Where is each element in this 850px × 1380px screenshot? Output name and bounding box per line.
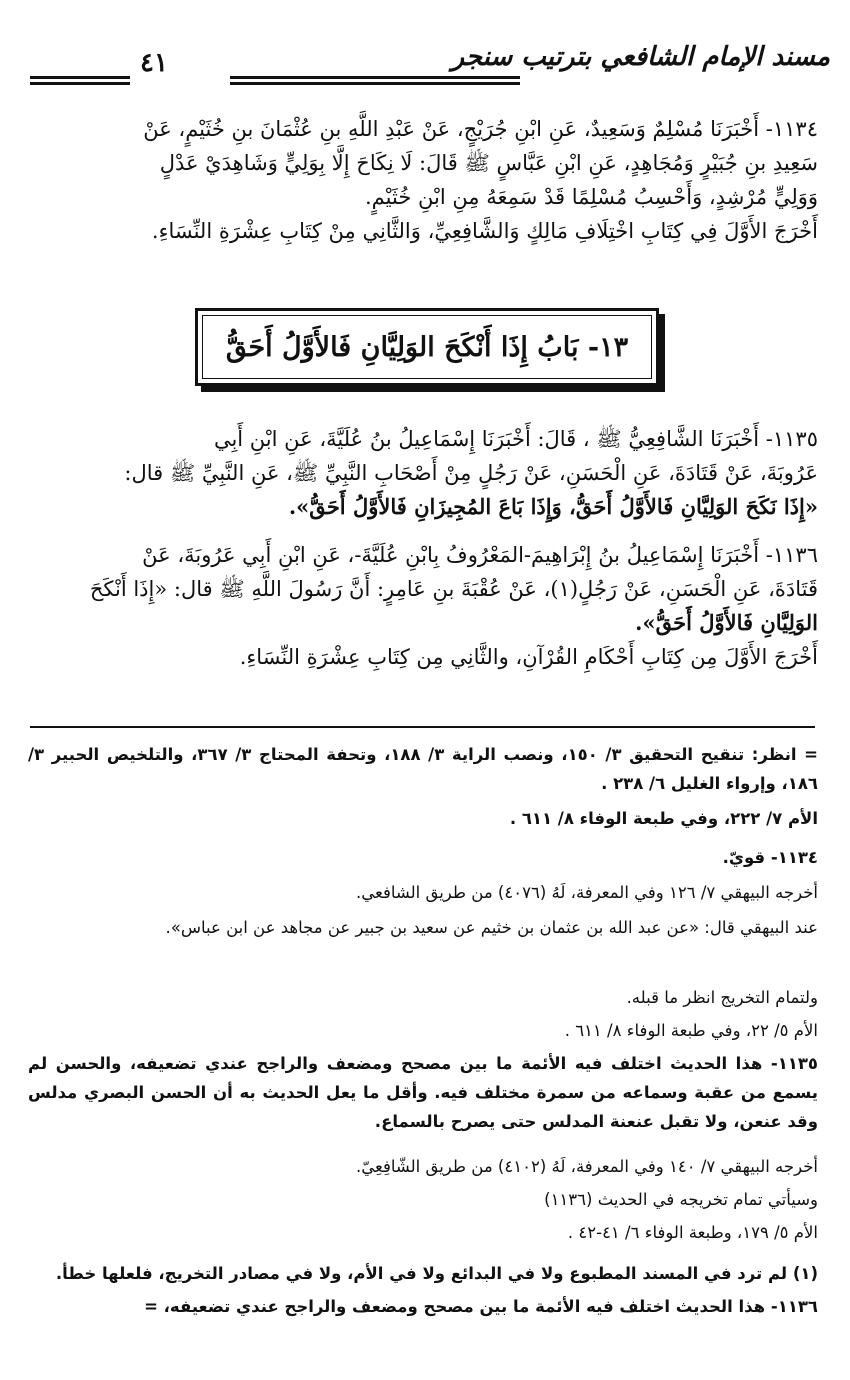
footnote-9: أخرجه البيهقي ٧/ ١٤٠ وفي المعرفة، لَهُ (٤١٠٢) من طريق الشّافِعِيّ. [356,1157,818,1176]
hadith-1136-line-2: قَتَادَةَ، عَنِ الْحَسَنِ، عَنْ رَجُلٍ(١)، عَنْ عُقْبَةَ بنِ عَامِرٍ: أَنَّ رَسُولَ اللَّهِ ﷺ قال: «إِذَا أَنْكَحَ [89,577,818,601]
footnote-12: (١) لم ترد في المسند المطبوع ولا في البدائع ولا في الأم، ولا في مصادر التخريج، فلعلها خطأ. [55,1264,818,1283]
footnote-6: ولتمام التخريج انظر ما قبله. [626,988,818,1007]
hadith-1134-line-3: وَوَلِيٍّ مُرْشِدٍ، وَأَحْسِبُ مُسْلِمًا قَدْ سَمِعَهُ مِنِ ابْنِ خُثَيْمٍ. [365,185,818,209]
header-rule-right [230,76,520,79]
hadith-1134-takhrij: أَخْرَجَ الأَوَّلَ فِي كِتَابِ اخْتِلَافِ مَالِكٍ وَالشَّافِعِيِّ، وَالثَّانِي مِنْ كِتَابِ عِشْرَةِ النِّسَاءِ. [151,219,818,243]
chapter-heading-box [195,308,659,386]
footnote-5: عند البيهقي قال: «عن عبد الله بن عثمان بن خثيم عن سعيد بن جبير عن مجاهد عن ابن عباس». [165,918,818,937]
footnote-4: أخرجه البيهقي ٧/ ١٢٦ وفي المعرفة، لَهُ (٤٠٧٦) من طريق الشافعي. [356,883,818,902]
hadith-1136-line-3: الوَلِيَّانِ فَالأَوَّلُ أَحَقُّ». [635,610,818,635]
hadith-1135-line-2: عَرُوبَةَ، عَنْ قَتَادَةَ، عَنِ الْحَسَنِ، عَنْ رَجُلٍ مِنْ أَصْحَابِ النَّبِيِّ ﷺ، عَنِ النَّبِيِّ ﷺ قال: [124,461,818,485]
page-number: ٤١ [140,48,168,78]
footnote-7: الأم ٥/ ٢٢، وفي طبعة الوفاء ٨/ ٦١١ . [564,1021,818,1040]
footnote-3: ١١٣٤- قويّ. [722,848,818,867]
hadith-1135-line-3: «إِذَا نَكَحَ الوَلِيَّانِ فَالأَوَّلُ أَحَقُّ، وَإِذَا بَاعَ المُجِيزَانِ فَالأَوَّلُ أَحَقُّ». [288,494,818,519]
hadith-1136-line-1: ١١٣٦- أَخْبَرَنَا إِسْمَاعِيلُ بنُ إِبْرَاهِيمَ-المَعْرُوفُ بِابْنِ عُلَيَّةَ-، عَنِ ابْنِ أَبِي عَرُوبَةَ، عَنْ [142,543,818,567]
footnote-divider [30,726,815,728]
page-header [30,42,830,92]
footnote-11: الأم ٥/ ١٧٩، وطبعة الوفاء ٦/ ٤١-٤٢ . [567,1223,818,1242]
hadith-1134-line-1: ١١٣٤- أَخْبَرَنَا مُسْلِمٌ وَسَعِيدٌ، عَنِ ابْنِ جُرَيْجٍ، عَنْ عَبْدِ اللَّهِ بنِ عُثْمَانَ بنِ خُثَيْمٍ، عَنْ [143,117,818,141]
footnote-1: = انظر: تنقيح التحقيق ٣/ ١٥٠، ونصب الراية ٣/ ١٨٨، وتحفة المحتاج ٣/ ٣٦٧، والتلخيص الحبير ٣/ ١٨٦، وإرواء الغليل ٦/ ٢٣٨ . [28,745,818,793]
hadith-1134-line-2: سَعِيدِ بنِ جُبَيْرٍ وَمُجَاهِدٍ، عَنِ ابْنِ عَبَّاسٍ ﷺ قَالَ: لَا نِكَاحَ إِلَّا بِوَلِيٍّ وَشَاهِدَيْ عَدْلٍ [159,151,818,175]
footnote-2: الأم ٧/ ٢٢٢، وفي طبعة الوفاء ٨/ ٦١١ . [509,809,818,828]
hadith-1134 [28,112,818,248]
header-rule-left [30,76,130,79]
hadith-1135 [28,422,818,524]
footnote-8: ١١٣٥- هذا الحديث اختلف فيه الأئمة ما بين مصحح ومضعف والراجح عندي تضعيفه، والحسن لم يسمع من عقبة وسماعه من سمرة مختلف فيه. وأقل ما يعل الحديث به أن الحسن البصري مدلس وقد عنعن، ولا تقبل عنعنة المدلس حتى يصرح بالسماع. [28,1054,818,1131]
hadith-1136-takhrij: أَخْرَجَ الأَوَّلَ مِن كِتَابِ أَحْكَامِ القُرْآنِ، والثَّانِي مِن كِتَابِ عِشْرَةِ النِّسَاءِ. [239,645,818,669]
hadith-1136 [28,538,818,674]
footnote-13: ١١٣٦- هذا الحديث اختلف فيه الأئمة ما بين مصحح ومضعف والراجح عندي تضعيفه، = [144,1297,818,1316]
chapter-title: ١٣- بَابُ إِذَا أَنْكَحَ الوَلِيَّانِ فَالأَوَّلُ أَحَقُّ [225,331,629,363]
footnote-10: وسيأتي تمام تخريجه في الحديث (١١٣٦) [544,1190,818,1209]
book-title: مسند الإمام الشافعي بترتيب سنجر [451,42,830,72]
hadith-1135-line-1: ١١٣٥- أَخْبَرَنَا الشَّافِعِيُّ ﷺ ، قَالَ: أَخْبَرَنَا إِسْمَاعِيلُ بنُ عُلَيَّةَ، عَنِ ابْنِ أَبِي [213,427,818,451]
